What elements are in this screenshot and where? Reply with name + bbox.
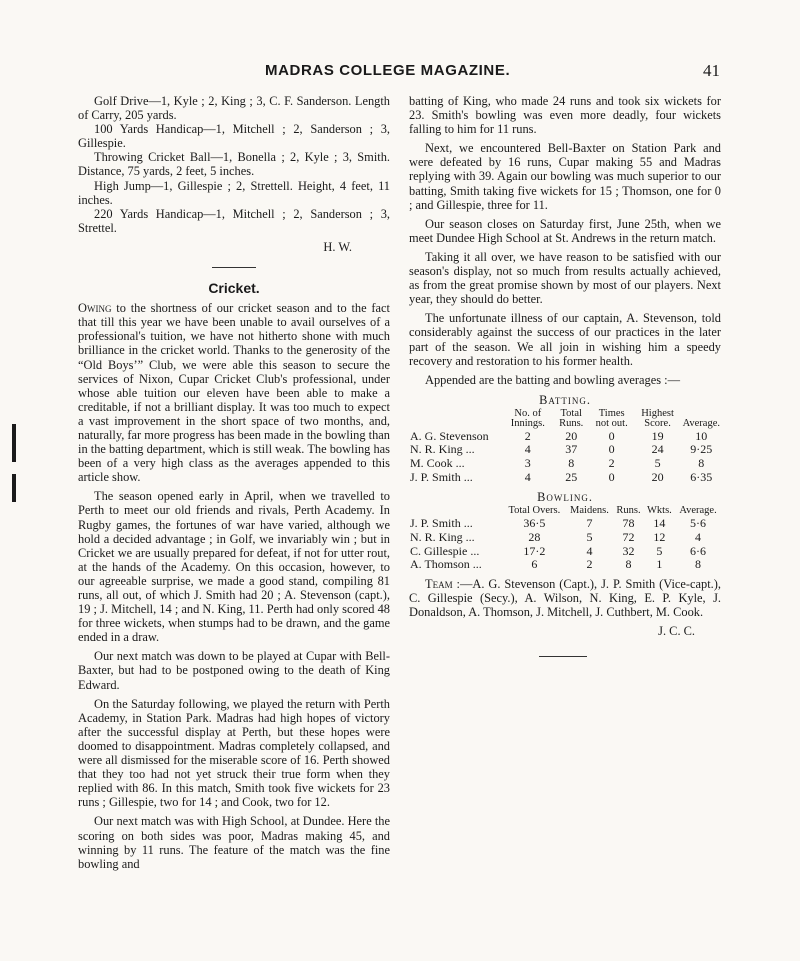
table-cell: 3 — [524, 456, 531, 471]
table-cell: 78 — [622, 516, 635, 531]
cricket-paragraph: Next, we encountered Bell-Baxter on Station Park and were defeated by 16 runs, Cupar making 55 and Madras replying with 39. Again our bowling was much superior to our batting, Smith taking five wickets for 15 ; Thomson, one for 0 ; and Gillespie, three for 11. — [409, 141, 721, 212]
table-header: Total Overs. — [508, 505, 561, 517]
table-cell: 20 — [651, 469, 664, 484]
table-cell: 14 — [653, 516, 666, 531]
table-cell: 5 — [654, 456, 661, 471]
table-row — [409, 443, 721, 457]
table-header: No. of Innings. — [510, 407, 545, 429]
table-cell: 4 — [524, 442, 531, 457]
sports-result: Golf Drive—1, Kyle ; 2, King ; 3, C. F. Sanderson. Length of Carry, 205 yards. — [78, 94, 390, 123]
table-row — [409, 430, 721, 444]
table-cell: 7 — [586, 516, 593, 531]
table-cell: C. Gillespie ... — [410, 543, 480, 558]
table-header: Wkts. — [647, 505, 672, 517]
table-row — [409, 517, 721, 531]
table-header: Average. — [682, 417, 720, 429]
table-cell: 8 — [625, 557, 632, 572]
table-row — [409, 545, 721, 559]
dropcap-word: Owing — [78, 301, 112, 316]
table-cell: 72 — [622, 529, 635, 544]
cricket-paragraph: Our next match was down to be played at Cupar with Bell-Baxter, but had to be postponed owing to the death of King Edward. — [78, 649, 390, 692]
page-number: 41 — [703, 61, 720, 80]
table-cell: 32 — [622, 543, 635, 558]
table-cell: 2 — [524, 428, 531, 443]
table-cell: N. R. King ... — [410, 442, 475, 457]
cricket-paragraph-text: to the shortness of our cricket season and to the fact that till this year we have been unable to avail ourselves of a professional's tuition, we have not hitherto shone with much brilliance in the cricket world. Thanks to the generosity of the “Old Boys’” Club, we were able this season to secure the services of Nixon, Cupar Cricket Club's professional, under whose able tuition our eleven have been able to make a creditable, if not a brilliant display. It was too much to expect a vast improvement in the short space of two months, and, naturally, far more progress has been made in the bowling than in the batting department, which is still weak. The bowling has been of a very high class as the averages appended to this article show. — [78, 301, 390, 485]
sports-signature: H. W. — [323, 239, 352, 254]
table-cell: J. P. Smith ... — [410, 516, 473, 531]
right-column — [409, 94, 721, 657]
section-divider — [212, 267, 256, 268]
sports-result: 100 Yards Handicap—1, Mitchell ; 2, Sanderson ; 3, Gillespie. — [78, 122, 390, 151]
table-cell: 4 — [695, 529, 702, 544]
table-cell: 25 — [565, 469, 578, 484]
table-cell: 9·25 — [690, 442, 713, 457]
table-cell: 37 — [565, 442, 578, 457]
table-row — [409, 457, 721, 471]
table-cell: 6 — [531, 557, 538, 572]
table-cell: 17·2 — [523, 543, 546, 558]
table-cell: A. G. Stevenson — [410, 428, 489, 443]
table-cell: N. R. King ... — [410, 529, 475, 544]
table-header: Highest Score. — [641, 407, 674, 429]
table-header — [409, 409, 503, 430]
table-cell: 5 — [656, 543, 663, 558]
table-cell: 28 — [528, 529, 541, 544]
cricket-paragraph: Our season closes on Saturday first, June 25th, when we meet Dundee High School at St. Andrews in the return match. — [409, 216, 721, 245]
table-cell: 8 — [695, 557, 702, 572]
table-cell: A. Thomson ... — [410, 557, 482, 572]
table-cell: 2 — [608, 456, 615, 471]
table-header: Average. — [679, 505, 717, 517]
table-cell: 8 — [568, 456, 575, 471]
table-cell: 6·35 — [690, 469, 713, 484]
table-cell: 19 — [651, 428, 664, 443]
table-cell: 0 — [608, 469, 615, 484]
table-cell: 10 — [695, 428, 708, 443]
cricket-paragraph: The season opened early in April, when we travelled to Perth to meet our old friends and rivals, Perth Academy. In Rugby games, the fortunes of war have varied, although we hold a decided advantage ; in Golf, we invariably win ; but in Cricket we are usually prepared for defeat, if not for utter rout, at the hands of the Academy. On this occasion, however, to our agreeable surprise, we made a good stand, compiling 81 runs, all out, of which J. Smith had 20 ; A. Stevenson (capt.), 19 ; J. Mitchell, 14 ; and N. King, 11. Perth had only scored 48 for three wickets, when stumps had to be drawn, and the game ended in a draw. — [78, 489, 390, 645]
table-cell: J. P. Smith ... — [410, 469, 473, 484]
table-header: Total Runs. — [559, 407, 584, 429]
table-cell: 12 — [653, 529, 666, 544]
cricket-paragraph: Taking it all over, we have reason to be satisfied with our season's display, not so much from results actually achieved, as from the great promise shown by most of our players. Next year, they should do better. — [409, 249, 721, 307]
table-cell: 0 — [608, 442, 615, 457]
table-cell: 24 — [651, 442, 664, 457]
table-cell: 6·6 — [690, 543, 707, 558]
bowling-caption: Bowling. — [537, 490, 593, 505]
team-list — [409, 577, 721, 619]
batting-table — [409, 409, 721, 484]
article-signature: J. C. C. — [658, 624, 695, 638]
table-row — [409, 531, 721, 545]
sports-result: High Jump—1, Gillespie ; 2, Strettell. Height, 4 feet, 11 inches. — [78, 178, 390, 207]
magazine-title: MADRAS COLLEGE MAGAZINE. — [265, 62, 511, 79]
team-text: :—A. G. Stevenson (Capt.), J. P. Smith (Vice-capt.), C. Gillespie (Secy.), A. Wilson, N. King, E. P. Kyle, J. Donaldson, A. Thomson, J. Mitchell, J. Cuthbert, M. Cook. — [409, 576, 721, 619]
cricket-paragraph: On the Saturday following, we played the return with Perth Academy, in Station Park. Madras had high hopes of victory after the successful display at Perth, but these hopes were doomed to disappointment. Madras completely collapsed, and were all dismissed for the miserable score of 16. Perth showed that they too had not yet struck their true form when they replied with 86. In this match, Smith took five wickets for 23 runs ; Gillespie, two for 14 ; and Cook, two for 12. — [78, 696, 390, 810]
team-label: Team — [425, 576, 453, 591]
table-row — [409, 558, 721, 572]
sports-result: 220 Yards Handicap—1, Mitchell ; 2, Sanderson ; 3, Strettel. — [78, 206, 390, 235]
cricket-paragraph: Our next match was with High School, at Dundee. Here the scoring on both sides was poor, Madras making 45, and winning by 11 runs. The feature of the match was the fine bowling and — [78, 814, 390, 871]
table-row — [409, 471, 721, 485]
table-cell: 20 — [565, 428, 578, 443]
binding-mark — [12, 474, 16, 502]
table-header: Runs. — [616, 505, 641, 517]
page-header — [0, 62, 800, 84]
cricket-heading: Cricket. — [208, 280, 260, 297]
cricket-paragraph: Appended are the batting and bowling averages :— — [425, 372, 680, 387]
table-header: Maidens. — [570, 505, 609, 517]
left-column — [78, 94, 390, 871]
cricket-paragraph — [78, 301, 390, 484]
sports-result: Throwing Cricket Ball—1, Bonella ; 2, Kyle ; 3, Smith. Distance, 75 yards, 2 feet, 5 inches. — [78, 150, 390, 179]
table-cell: 8 — [698, 456, 705, 471]
table-header-row — [409, 409, 721, 430]
table-cell: M. Cook ... — [410, 456, 465, 471]
end-divider — [539, 656, 587, 657]
table-cell: 5·6 — [690, 516, 707, 531]
table-cell: 2 — [586, 557, 593, 572]
table-cell: 4 — [586, 543, 593, 558]
batting-caption: Batting. — [539, 392, 591, 407]
bowling-table — [409, 506, 721, 571]
cricket-paragraph: batting of King, who made 24 runs and took six wickets for 23. Smith's bowling was even more deadly, four wickets falling to him for 11 runs. — [409, 94, 721, 137]
table-header: Times not out. — [595, 407, 628, 429]
table-cell: 0 — [608, 428, 615, 443]
table-cell: 1 — [656, 557, 663, 572]
table-cell: 36·5 — [523, 516, 546, 531]
cricket-paragraph: The unfortunate illness of our captain, A. Stevenson, told considerably against the success of our practices in the later part of the season. We all join in wishing him a speedy recovery and restoration to his former health. — [409, 311, 721, 368]
table-cell: 4 — [524, 469, 531, 484]
table-cell: 5 — [586, 529, 593, 544]
binding-mark — [12, 424, 16, 462]
